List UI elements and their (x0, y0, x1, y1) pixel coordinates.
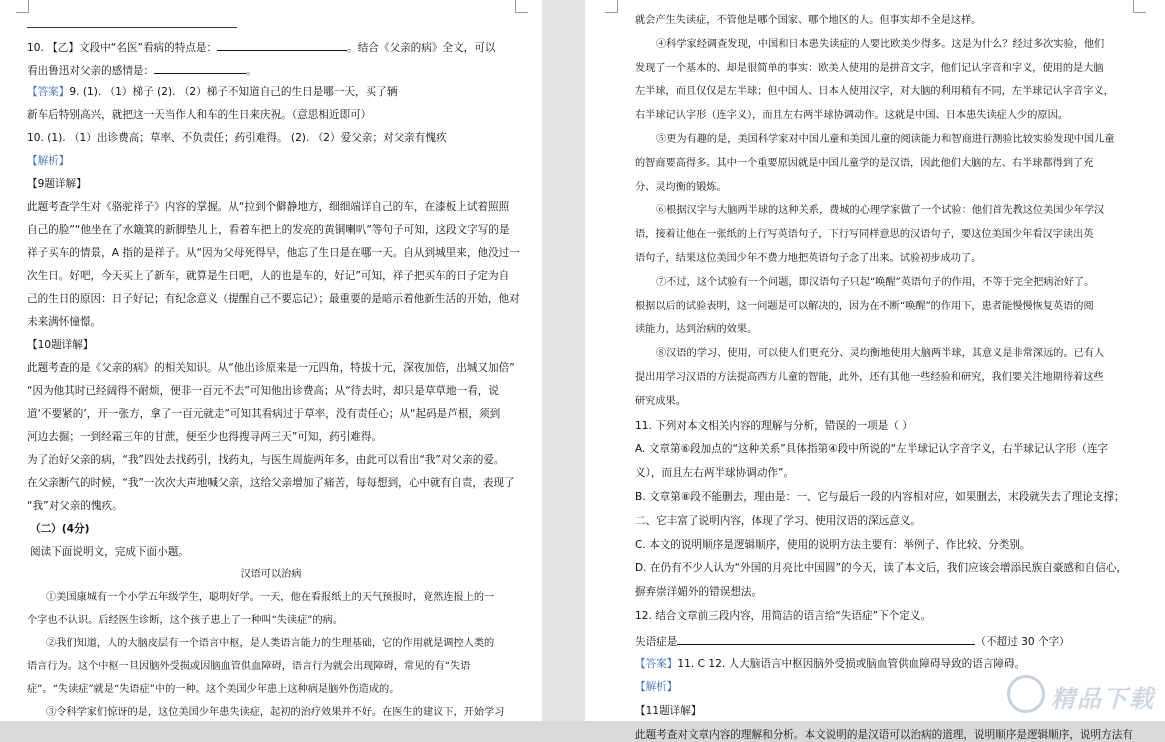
text-line-ans10 (27, 131, 447, 145)
text-span: 右半球记认字形（连字义），而且左右两半球协调动作。这就是中国、日本患失读症人少的原因。 (635, 110, 1068, 122)
fill-in-blank (217, 39, 347, 51)
text-span: 义），而且左右两半球协调动作”。 (635, 467, 795, 480)
text-span: 未来满怀憧憬。 (27, 316, 102, 328)
fill-in-blank (154, 62, 246, 74)
text-span: 此题考查对文章内容的理解和分析。本文说明的是汉语可以治病的道理，说明顺序是逻辑顺序，说明方法有 (635, 729, 1133, 741)
text-line-r0 (635, 14, 981, 28)
text-line-r4-1 (656, 38, 1104, 52)
text-line-r7-1 (656, 276, 1094, 290)
text-line-p10-5 (27, 453, 504, 467)
text-line-instr (30, 545, 189, 559)
text-line-d9 (27, 177, 87, 191)
text-span: ①美国康城有一个小学五年级学生，聪明好学。一天，他在看报纸上的天气预报时，竟然连报上的一 (46, 592, 495, 603)
text-line-q10-a (27, 39, 495, 55)
text-line-p10-7 (27, 499, 123, 513)
text-span: 读能力，达到治病的效果。 (635, 324, 758, 336)
text-span: 己的生日的原因：日子好记；有纪念意义（提醒自己不要忘记）；最重要的是暗示着他新生活的开始，他对 (27, 293, 520, 305)
text-line-ans11 (635, 657, 1025, 671)
text-line-jiexi2 (635, 680, 677, 694)
text-line-r7-2 (635, 300, 1094, 314)
document-page-left (0, 0, 542, 721)
text-line-ans9 (27, 85, 397, 99)
text-span: ④科学家经调查发现，中国和日本患失读症的人要比欧美少得多。这是为什么？经过多次实验，他们 (656, 38, 1105, 50)
text-line-q11a1 (635, 442, 1108, 456)
text-span: 汉语可以治病 (240, 569, 302, 580)
text-line-r6-1 (656, 204, 1104, 218)
text-line-d11 (635, 704, 701, 718)
page-corner-mark (1133, 0, 1146, 13)
text-line-p11 (635, 728, 1133, 742)
text-span: ⑦不过，这个试验有一个问题，即汉语句子只起“唤醒”英语句子的作用，不等于完全把病治好了。 (656, 276, 1095, 288)
text-line-d10 (27, 338, 93, 352)
text-span: 为了治好父亲的病，“我”四处去找药引，找药丸，与医生周旋两年多，由此可以看出“我”对父亲的爱。 (27, 454, 505, 466)
text-span: 此题考查学生对《骆驼祥子》内容的掌握。从“拉到个僻静地方，细细端详自己的车，在漆板上试着照照 (27, 201, 510, 213)
text-line-sec2 (30, 522, 89, 536)
text-span: （不超过 30 个字） (975, 635, 1070, 648)
text-span: 症”。“失读症”就是“失语症”中的一种。这个美国少年患上这种病是脑外伤造成的。 (27, 684, 400, 695)
text-line-q12 (635, 609, 931, 623)
watermark-text: 精品下载 (1051, 685, 1155, 713)
text-line-p9-2 (27, 223, 510, 237)
text-line-q11d2 (635, 585, 762, 599)
text-line-r8-2 (635, 371, 1104, 385)
text-span: “因为他其时已经阔得不耐烦，便非一百元不去”可知他出诊费高；从“待去时，却只是草草地一看，说 (27, 385, 499, 397)
text-span: 此题考查的是《父亲的病》的相关知识。从“他出诊原来是一元四角，特拔十元，深夜加倍，出城又加倍” (27, 362, 515, 374)
text-span: 道‘不要紧的’，开一张方，拿了一百元就走”可知其看病过于草率，没有责任心；从“起码是芦根，须到 (27, 408, 501, 420)
text-line-r5-1 (656, 133, 1114, 147)
text-span: 10. (1). （1）出诊费高；草率、不负责任；药引难得。 (2). （2）爱父亲；对父亲有愧疚 (27, 132, 447, 144)
text-line-r4-4 (635, 109, 1068, 123)
text-span: （二）(4分) (30, 523, 90, 535)
text-span: 【9题详解】 (27, 178, 87, 190)
text-line-p10-3 (27, 407, 500, 421)
text-span: 语，接着让他在一张纸的上行写英语句子，下行写同样意思的汉语句子，要这位美国少年看汉字读出英 (635, 229, 1094, 241)
text-span: 的智商要高得多。其中一个重要原因就是中国儿童学的是汉语，因此他们大脑的左、右半球都得到了充 (635, 157, 1094, 169)
text-line-a1-1 (46, 591, 494, 605)
header-rule (27, 27, 237, 28)
text-span: 发现了一个基本的、却是很简单的事实：欧美人使用的是拼音文字，他们记认字音和字义，使用的是大脑 (635, 62, 1104, 74)
text-span: 。 (246, 65, 257, 77)
section-label: 【答案】 (635, 657, 678, 670)
text-span: 就会产生失读症，不管他是哪个国家、哪个地区的人。但事实却不全是这样。 (635, 15, 982, 26)
text-span: 失语症是 (635, 635, 678, 648)
section-label: 【答案】 (27, 86, 70, 98)
text-span: 看出鲁迅对父亲的感情是： (27, 65, 155, 77)
page-gutter (542, 0, 585, 721)
text-span: 根据以后的试验表明，这一问题是可以解决的，因为在不断“唤醒”的作用下，患者能慢慢恢复英语的阅 (635, 300, 1094, 312)
fill-in-blank (677, 633, 975, 645)
text-line-p10-4 (27, 430, 382, 444)
text-span: 摒弃崇洋媚外的错误想法。 (635, 586, 763, 599)
text-span: “我”对父亲的愧疚。 (27, 500, 123, 512)
text-line-q11a2 (635, 466, 794, 480)
page-corner-mark (16, 0, 29, 13)
text-span: 自己的脸”“他坐在了水簸箕的新脚垫儿上，看着车把上的发亮的黄铜喇叭”等句子可知，这段文字写的是 (27, 224, 510, 236)
text-line-p10-1 (27, 361, 515, 375)
text-span: ③令科学家们惊讶的是，这位美国少年患失读症，起初的治疗效果并不好。在医生的建议下，开始学习 (46, 707, 505, 718)
text-span: 河边去掘；一到经霜三年的甘蔗，便至少也得搜寻两三天”可知，药引难得。 (27, 431, 383, 443)
text-line-p9-6 (27, 315, 101, 329)
text-line-a2-2 (27, 660, 470, 674)
text-span: 次生日。好吧，今天买上了新车，就算是生日吧，人的也是车的，好记”可知，祥子把买车的日子定为自 (27, 270, 510, 282)
text-span: 11. C 12. 人大脑语言中枢因脑外受损或脑血管供血障碍导致的语言障碍。 (677, 657, 1026, 670)
text-line-a2-3 (27, 683, 399, 697)
text-span: ②我们知道，人的大脑皮层有一个语言中枢，是人类语言能力的生理基础，它的作用就是调控人类的 (46, 638, 495, 649)
text-span: ⑥根据汉字与大脑两半球的这种关系，费城的心理学家做了一个试验：他们首先教这位美国少年学汉 (656, 205, 1105, 217)
text-line-r8-1 (656, 347, 1104, 361)
text-line-p9-1 (27, 200, 509, 214)
text-span: 10. 【乙】文段中“名医”看病的特点是： (27, 42, 218, 54)
text-line-a2-1 (46, 637, 494, 651)
text-span: 【10题详解】 (27, 339, 94, 351)
text-line-jiexi (27, 154, 69, 168)
text-line-q11d1 (635, 561, 1127, 575)
text-span: 11. 下列对本文相关内容的理解与分析，错误的一项是（ ） (635, 419, 913, 432)
text-span: ⑤更为有趣的是，美国科学家对中国儿童和美国儿童的阅读能力和智商进行测验比较实验发现中国儿童 (656, 134, 1115, 145)
text-span: 语句子，结果这位美国少年不费力地把英语句子念了出来。试验初步成功了。 (635, 253, 982, 264)
text-line-title (0, 568, 542, 582)
text-line-r8-3 (635, 395, 686, 409)
text-line-q10-b (27, 62, 257, 78)
section-label: 【解析】 (635, 681, 678, 694)
text-line-r4-2 (635, 62, 1104, 76)
text-line-p9-5 (27, 292, 520, 306)
text-span: 提出用学习汉语的方法提高西方儿童的智能，此外，还有其他一些经验和研究，我们要关注地期待着这些 (635, 372, 1104, 383)
text-line-q11c (635, 538, 1031, 552)
text-span: 12. 结合文章前三段内容，用简洁的语言给“失语症”下个定义。 (635, 610, 932, 622)
text-span: B. 文章第⑧段不能删去，理由是：一、它与最后一段的内容相对应，如果删去，末段就失去了理论支撑； (635, 491, 1125, 503)
text-line-r7-3 (635, 323, 757, 337)
text-span: 研究成果。 (635, 395, 686, 407)
text-span: 左半球，而且仅仅是左半球；但中国人、日本人使用汉字，对大脑的利用稍有不同，左半球记认字音字义， (635, 86, 1114, 98)
text-line-a3-1 (46, 706, 504, 720)
site-watermark-logo (1007, 673, 1157, 717)
text-line-q11b1 (635, 490, 1125, 504)
text-span: 9. (1). （1）梯子 (2). （2）梯子不知道自己的生日是哪一天，买了辆 (69, 86, 398, 98)
text-span: A. 文章第⑥段加点的“这种关系”具体指第④段中所说的“左半球记认字音字义，右半球记认字形（连字 (635, 443, 1109, 456)
text-line-q11b2 (635, 514, 921, 528)
text-line-r4-3 (635, 85, 1114, 99)
text-span: 在父亲断气的时候，“我”一次次大声地喊父亲，这给父亲增加了痛苦，每每想到，心中就有自责，表现了 (27, 477, 515, 489)
text-span: 个字也不认识。后经医生诊断，这个孩子患上了一种叫“失读症”的病。 (27, 615, 344, 626)
text-span: D. 在仍有不少人认为“外国的月亮比中国圆”的今天，读了本文后，我们应该会增添民族自豪感和自信心， (635, 562, 1127, 575)
section-label: 【解析】 (27, 155, 70, 167)
text-line-ans9b (27, 108, 371, 122)
text-span: 。结合《父亲的病》全文，可以 (347, 42, 496, 54)
text-span: 【11题详解】 (635, 705, 702, 718)
page-corner-mark (605, 0, 618, 13)
text-line-a1-2 (27, 614, 343, 628)
text-line-q11 (635, 419, 913, 433)
text-span: ⑧汉语的学习、使用，可以使人们更充分、灵均衡地使用大脑两半球，其意义是非常深远的。已有人 (656, 348, 1105, 360)
text-span: 二、它丰富了说明内容，体现了学习、使用汉语的深远意义。 (635, 514, 922, 527)
text-span: C. 本文的说明顺序是逻辑顺序，使用的说明方法主要有：举例子、作比较、分类别。 (635, 538, 1031, 551)
text-line-r5-2 (635, 157, 1093, 171)
page-corner-mark (515, 0, 528, 13)
text-span: 分、灵均衡的锻炼。 (635, 181, 727, 193)
text-line-p10-2 (27, 384, 499, 398)
text-line-p10-6 (27, 476, 515, 490)
text-line-r6-3 (635, 252, 981, 266)
text-line-r5-3 (635, 181, 727, 195)
text-span: 阅读下面说明文，完成下面小题。 (30, 546, 189, 558)
text-span: 语言行为。这个中枢一旦因脑外受损或因脑血管供血障碍，语言行为就会出现障碍，常见的有“失语 (27, 661, 471, 672)
text-line-p9-3 (27, 246, 520, 260)
text-line-p9-4 (27, 269, 509, 283)
text-span: 新车后特别高兴，就把这一天当作人和车的生日来庆祝。（意思相近即可） (27, 109, 372, 121)
text-line-r6-2 (635, 228, 1093, 242)
text-line-q12b (635, 633, 1070, 649)
text-span: 祥子买车的情景，A 指的是祥子。从“因为父母死得早，他忘了生日是在哪一天。自从到城里来，他没过一 (27, 247, 520, 259)
document-page-right (585, 0, 1165, 741)
watermark-circle-icon (1007, 675, 1045, 713)
